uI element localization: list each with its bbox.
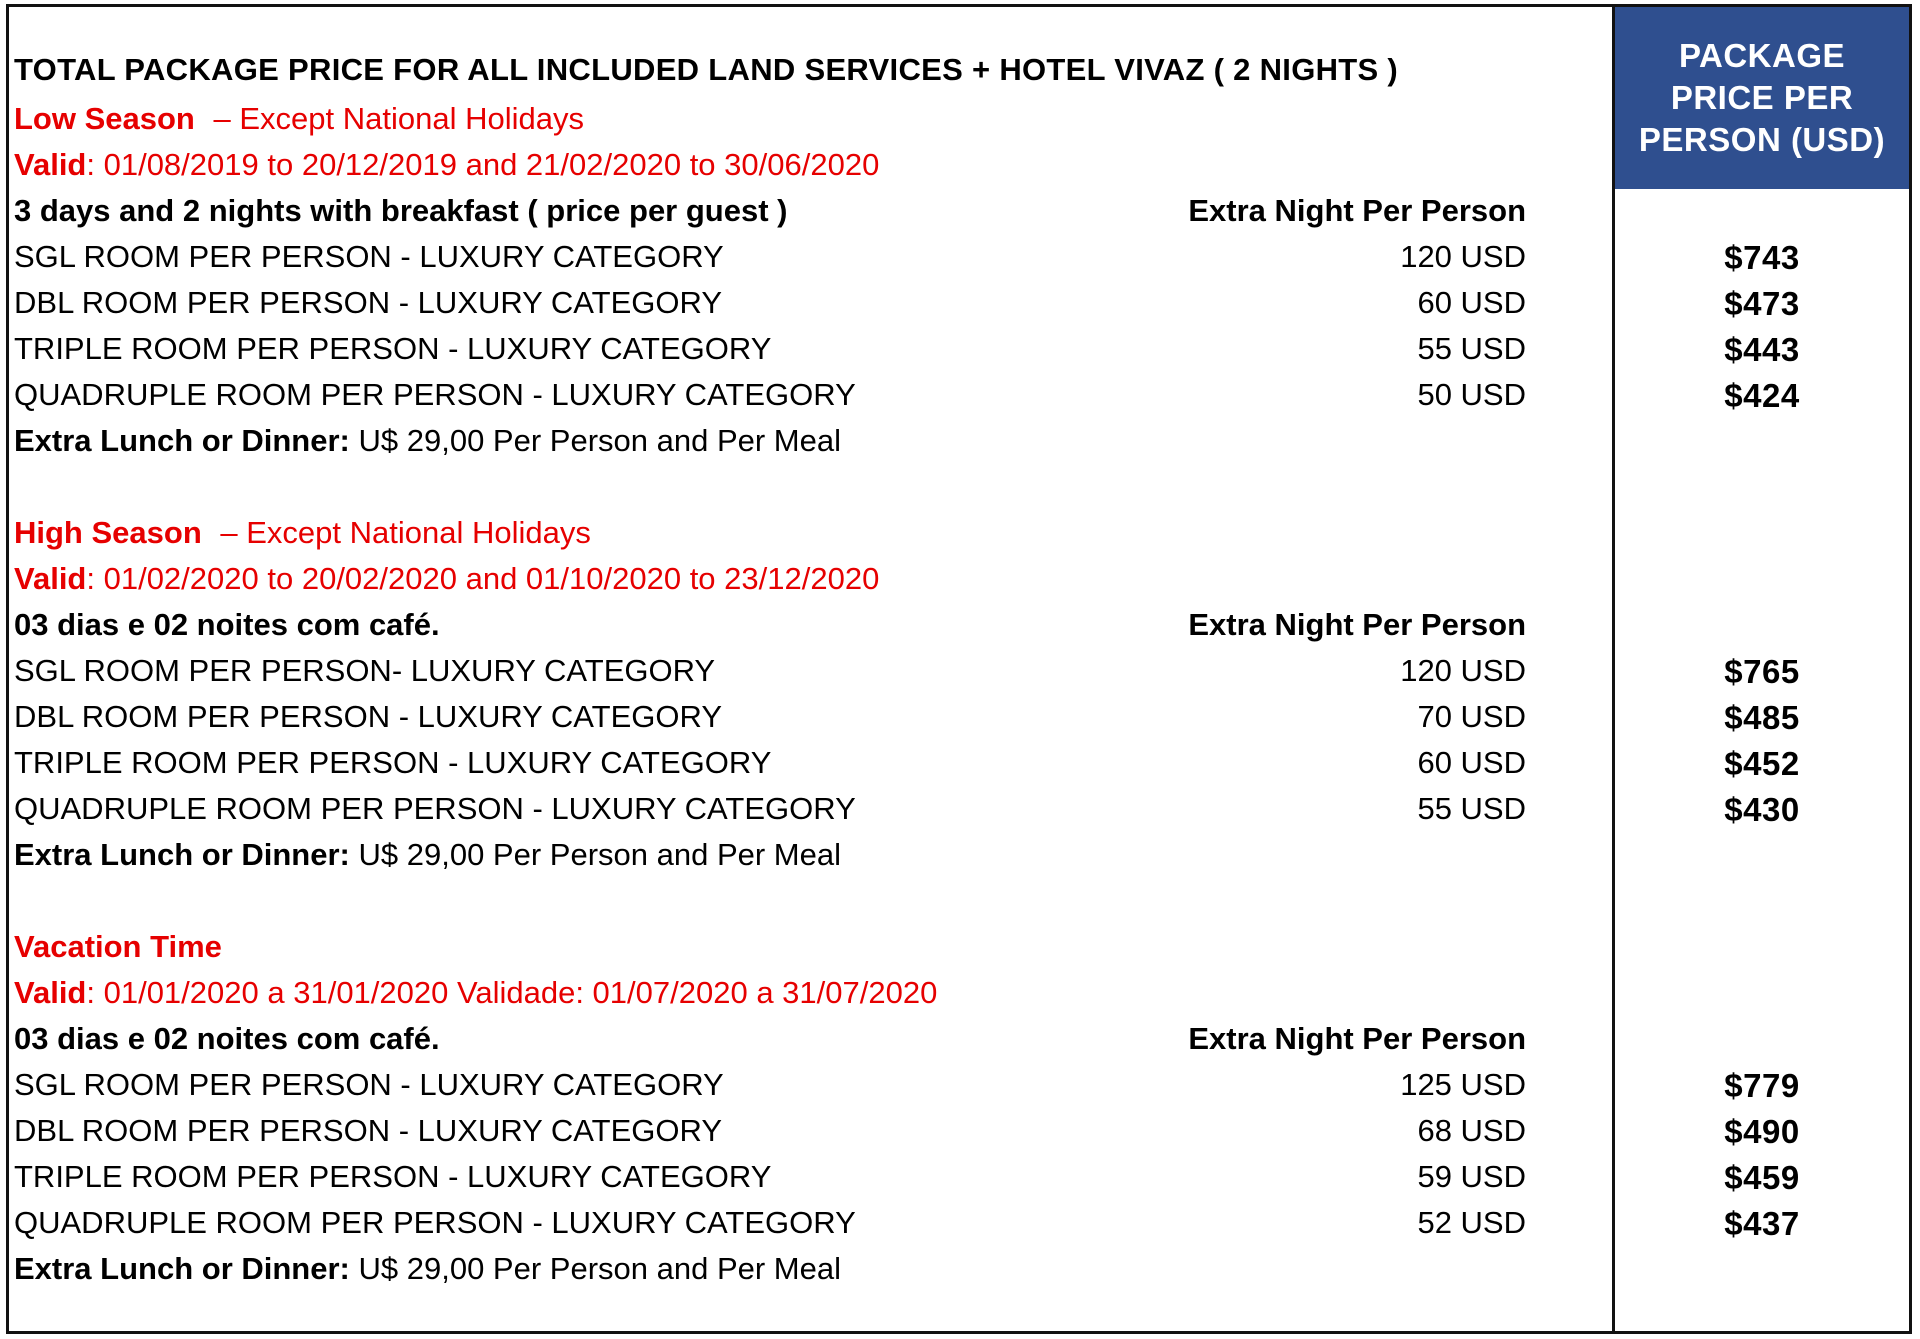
package-price: $765 xyxy=(1724,653,1800,690)
extra-night-price: 55 USD xyxy=(1417,331,1526,366)
package-price: $424 xyxy=(1724,377,1800,414)
extra-meal-line xyxy=(14,837,841,873)
room-type: DBL ROOM PER PERSON - LUXURY CATEGORY xyxy=(14,1113,722,1148)
validity-line xyxy=(14,975,937,1011)
table-row xyxy=(14,1159,1604,1205)
extra-meal-line xyxy=(14,1251,841,1287)
validity-line xyxy=(14,147,879,183)
package-subtitle: 03 dias e 02 noites com café. xyxy=(14,1021,440,1056)
room-type: QUADRUPLE ROOM PER PERSON - LUXURY CATEGORY xyxy=(14,377,856,412)
room-type: TRIPLE ROOM PER PERSON - LUXURY CATEGORY xyxy=(14,745,772,780)
room-type: SGL ROOM PER PERSON - LUXURY CATEGORY xyxy=(14,1067,724,1102)
table-row xyxy=(14,653,1604,699)
table-row xyxy=(14,285,1604,331)
valid-dates: : 01/02/2020 to 20/02/2020 and 01/10/2020 to 23/12/2020 xyxy=(86,561,880,596)
room-type: DBL ROOM PER PERSON - LUXURY CATEGORY xyxy=(14,285,722,320)
table-row xyxy=(14,791,1604,837)
table-row xyxy=(14,1205,1604,1251)
extra-night-header: Extra Night Per Person xyxy=(1188,607,1526,642)
package-price: $452 xyxy=(1724,745,1800,782)
package-price: $779 xyxy=(1724,1067,1800,1104)
room-type: QUADRUPLE ROOM PER PERSON - LUXURY CATEGORY xyxy=(14,1205,856,1240)
price-header-line-2: PRICE PER xyxy=(1670,79,1854,116)
extra-meal-price: U$ 29,00 Per Person and Per Meal xyxy=(349,1251,841,1286)
season-heading xyxy=(14,101,584,137)
season-heading xyxy=(14,515,591,551)
package-price: $437 xyxy=(1724,1205,1800,1242)
extra-night-price: 120 USD xyxy=(1400,653,1526,688)
package-price: $459 xyxy=(1724,1159,1800,1196)
table-row xyxy=(14,239,1604,285)
valid-label: Valid xyxy=(14,561,87,596)
extra-night-price: 55 USD xyxy=(1417,791,1526,826)
page-title: TOTAL PACKAGE PRICE FOR ALL INCLUDED LAND SERVICES + HOTEL VIVAZ ( 2 NIGHTS ) xyxy=(14,52,1399,87)
package-price: $473 xyxy=(1724,285,1800,322)
validity-line xyxy=(14,561,879,597)
extra-meal-price: U$ 29,00 Per Person and Per Meal xyxy=(349,423,841,458)
season-label: Vacation Time xyxy=(14,929,222,964)
table-row xyxy=(14,377,1604,423)
season-note: – Except National Holidays xyxy=(220,515,591,550)
room-type: SGL ROOM PER PERSON- LUXURY CATEGORY xyxy=(14,653,716,688)
package-price: $490 xyxy=(1724,1113,1800,1150)
extra-night-price: 68 USD xyxy=(1417,1113,1526,1148)
table-row xyxy=(14,331,1604,377)
package-price: $443 xyxy=(1724,331,1800,368)
extra-night-price: 52 USD xyxy=(1417,1205,1526,1240)
room-type: TRIPLE ROOM PER PERSON - LUXURY CATEGORY xyxy=(14,331,772,366)
season-label: Low Season xyxy=(14,101,195,136)
price-header-line-1: PACKAGE xyxy=(1678,37,1846,74)
extra-meal-label: Extra Lunch or Dinner: xyxy=(14,837,350,872)
room-type: QUADRUPLE ROOM PER PERSON - LUXURY CATEGORY xyxy=(14,791,856,826)
extra-night-price: 60 USD xyxy=(1417,745,1526,780)
room-type: DBL ROOM PER PERSON - LUXURY CATEGORY xyxy=(14,699,722,734)
table-row xyxy=(14,745,1604,791)
package-subtitle: 03 dias e 02 noites com café. xyxy=(14,607,440,642)
table-row xyxy=(14,1113,1604,1159)
extra-meal-line xyxy=(14,423,841,459)
extra-meal-label: Extra Lunch or Dinner: xyxy=(14,1251,350,1286)
extra-night-header: Extra Night Per Person xyxy=(1188,1021,1526,1056)
room-type: TRIPLE ROOM PER PERSON - LUXURY CATEGORY xyxy=(14,1159,772,1194)
valid-dates: : 01/08/2019 to 20/12/2019 and 21/02/2020 to 30/06/2020 xyxy=(86,147,880,182)
price-column-header xyxy=(1615,7,1909,189)
season-heading xyxy=(14,929,232,965)
extra-meal-label: Extra Lunch or Dinner: xyxy=(14,423,350,458)
season-label: High Season xyxy=(14,515,202,550)
extra-night-header: Extra Night Per Person xyxy=(1188,193,1526,228)
valid-label: Valid xyxy=(14,147,87,182)
section-subheader xyxy=(14,1021,1604,1067)
section-subheader xyxy=(14,193,1604,239)
table-row xyxy=(14,1067,1604,1113)
package-price: $743 xyxy=(1724,239,1800,276)
room-type: SGL ROOM PER PERSON - LUXURY CATEGORY xyxy=(14,239,724,274)
extra-night-price: 125 USD xyxy=(1400,1067,1526,1102)
price-header-line-3: PERSON (USD) xyxy=(1638,121,1886,158)
table-row xyxy=(14,699,1604,745)
package-subtitle: 3 days and 2 nights with breakfast ( price per guest ) xyxy=(14,193,788,228)
package-price: $485 xyxy=(1724,699,1800,736)
package-price: $430 xyxy=(1724,791,1800,828)
extra-night-price: 60 USD xyxy=(1417,285,1526,320)
extra-night-price: 70 USD xyxy=(1417,699,1526,734)
season-note: – Except National Holidays xyxy=(213,101,584,136)
extra-night-price: 59 USD xyxy=(1417,1159,1526,1194)
extra-night-price: 50 USD xyxy=(1417,377,1526,412)
extra-night-price: 120 USD xyxy=(1400,239,1526,274)
valid-dates: : 01/01/2020 a 31/01/2020 Validade: 01/07/2020 a 31/07/2020 xyxy=(86,975,938,1010)
extra-meal-price: U$ 29,00 Per Person and Per Meal xyxy=(349,837,841,872)
section-subheader xyxy=(14,607,1604,653)
valid-label: Valid xyxy=(14,975,87,1010)
